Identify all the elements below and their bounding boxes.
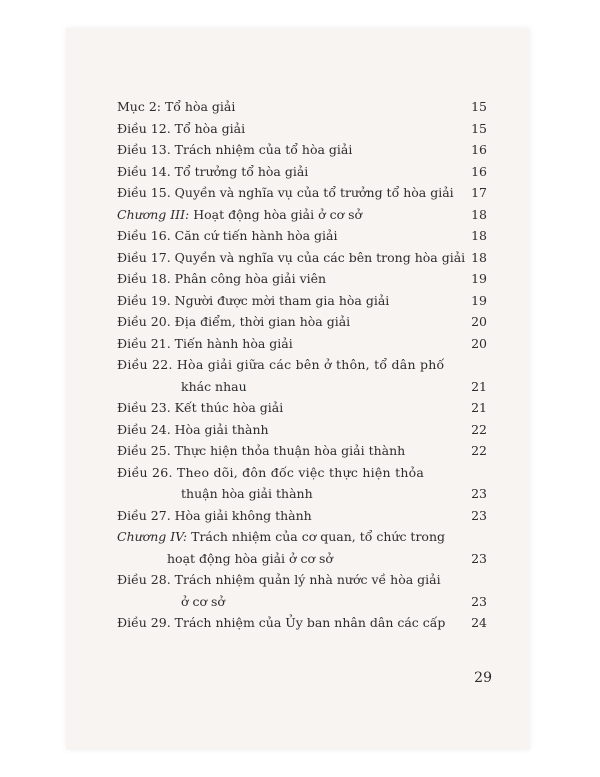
toc-entry-page: 17	[471, 185, 487, 200]
toc-entry-title: Điều 25. Thực hiện thỏa thuận hòa giải thành	[117, 443, 406, 458]
toc-entry	[117, 96, 487, 118]
chapter-label: Chương III:	[117, 206, 190, 222]
toc-entry-page: 22	[471, 421, 487, 437]
table-of-contents	[117, 96, 487, 634]
toc-entry-page: 20	[471, 335, 487, 351]
chapter-title: Trách nhiệm của cơ quan, tổ chức trong	[187, 529, 446, 544]
toc-entry-title: Điều 23. Kết thúc hòa giải	[117, 400, 284, 415]
toc-entry-title-line1: Điều 26. Theo dõi, đôn đốc việc thực hiện thỏa	[117, 464, 425, 480]
toc-entry-page: 23	[471, 550, 487, 566]
toc-entry	[117, 182, 487, 204]
toc-entry-title-line2: thuận hòa giải thành	[181, 486, 313, 501]
toc-entry-title: Điều 16. Căn cứ tiến hành hòa giải	[117, 228, 338, 243]
toc-entry-two-line	[117, 569, 487, 612]
toc-entry-title: Điều 18. Phân công hòa giải viên	[117, 271, 327, 286]
toc-entry-page: 18	[471, 249, 487, 265]
toc-entry-title: Điều 19. Người được mời tham gia hòa giải	[117, 292, 390, 308]
toc-entry-chapter-two-line	[117, 526, 487, 569]
toc-entry-title: Điều 13. Trách nhiệm của tổ hòa giải	[117, 142, 353, 157]
toc-entry-page: 18	[471, 228, 487, 243]
page-number: 29	[474, 670, 492, 686]
toc-entry-title-line1: Điều 28. Trách nhiệm quản lý nhà nước về hòa giải	[117, 572, 441, 587]
toc-entry-page: 15	[471, 120, 487, 136]
toc-entry-page: 15	[471, 99, 487, 114]
toc-entry-title: Điều 20. Địa điểm, thời gian hòa giải	[117, 314, 351, 329]
toc-entry-title-line2: hoạt động hòa giải ở cơ sở	[167, 550, 333, 566]
toc-entry	[117, 118, 487, 140]
toc-entry-page: 16	[471, 142, 487, 157]
toc-entry-page: 20	[471, 314, 487, 329]
toc-entry-page: 23	[471, 507, 487, 523]
toc-entry-two-line	[117, 354, 487, 397]
toc-entry	[117, 333, 487, 355]
toc-entry	[117, 311, 487, 333]
toc-entry-title: Mục 2: Tổ hòa giải	[117, 99, 236, 114]
toc-entry-title	[117, 204, 461, 226]
toc-entry-title-line2: ở cơ sở	[181, 593, 225, 609]
toc-entry-two-line	[117, 462, 487, 505]
toc-entry	[117, 440, 487, 462]
toc-entry-title-line1	[117, 526, 445, 548]
toc-entry-page: 16	[471, 163, 487, 179]
toc-entry-title: Điều 27. Hòa giải không thành	[117, 507, 312, 523]
chapter-title: Hoạt động hòa giải ở cơ sở	[189, 206, 363, 222]
toc-entry-title: Điều 14. Tổ trưởng tổ hòa giải	[117, 163, 309, 179]
toc-entry-title: Điều 15. Quyền và nghĩa vụ của tổ trưởng tổ hòa giải	[117, 185, 454, 200]
toc-entry	[117, 161, 487, 183]
toc-entry-page: 21	[471, 378, 487, 394]
toc-entry	[117, 290, 487, 312]
toc-entry-page: 18	[471, 206, 487, 222]
toc-entry-page: 21	[471, 400, 487, 415]
toc-entry	[117, 225, 487, 247]
toc-entry	[117, 612, 487, 634]
toc-entry-page: 22	[471, 443, 487, 458]
toc-entry	[117, 268, 487, 290]
toc-entry-title: Điều 21. Tiến hành hòa giải	[117, 335, 293, 351]
toc-entry	[117, 505, 487, 527]
toc-entry-page: 23	[471, 593, 487, 609]
toc-entry-title: Điều 17. Quyền và nghĩa vụ của các bên trong hòa giải	[117, 249, 466, 265]
toc-entry-title: Điều 29. Trách nhiệm của Ủy ban nhân dân các cấp	[117, 615, 446, 630]
toc-entry-page: 23	[471, 486, 487, 501]
toc-entry	[117, 139, 487, 161]
toc-entry-title: Điều 24. Hòa giải thành	[117, 421, 269, 437]
toc-entry-page: 19	[471, 271, 487, 286]
toc-entry-page: 19	[471, 292, 487, 308]
toc-entry-title: Điều 12. Tổ hòa giải	[117, 120, 246, 136]
toc-entry-title-line2: khác nhau	[181, 378, 247, 394]
toc-entry	[117, 397, 487, 419]
toc-entry-chapter	[117, 204, 487, 226]
chapter-label: Chương IV:	[117, 529, 188, 544]
toc-entry-title-line1: Điều 22. Hòa giải giữa các bên ở thôn, tổ dân phố	[117, 357, 445, 372]
toc-entry	[117, 247, 487, 269]
toc-entry	[117, 419, 487, 441]
toc-entry-page: 24	[471, 615, 487, 630]
